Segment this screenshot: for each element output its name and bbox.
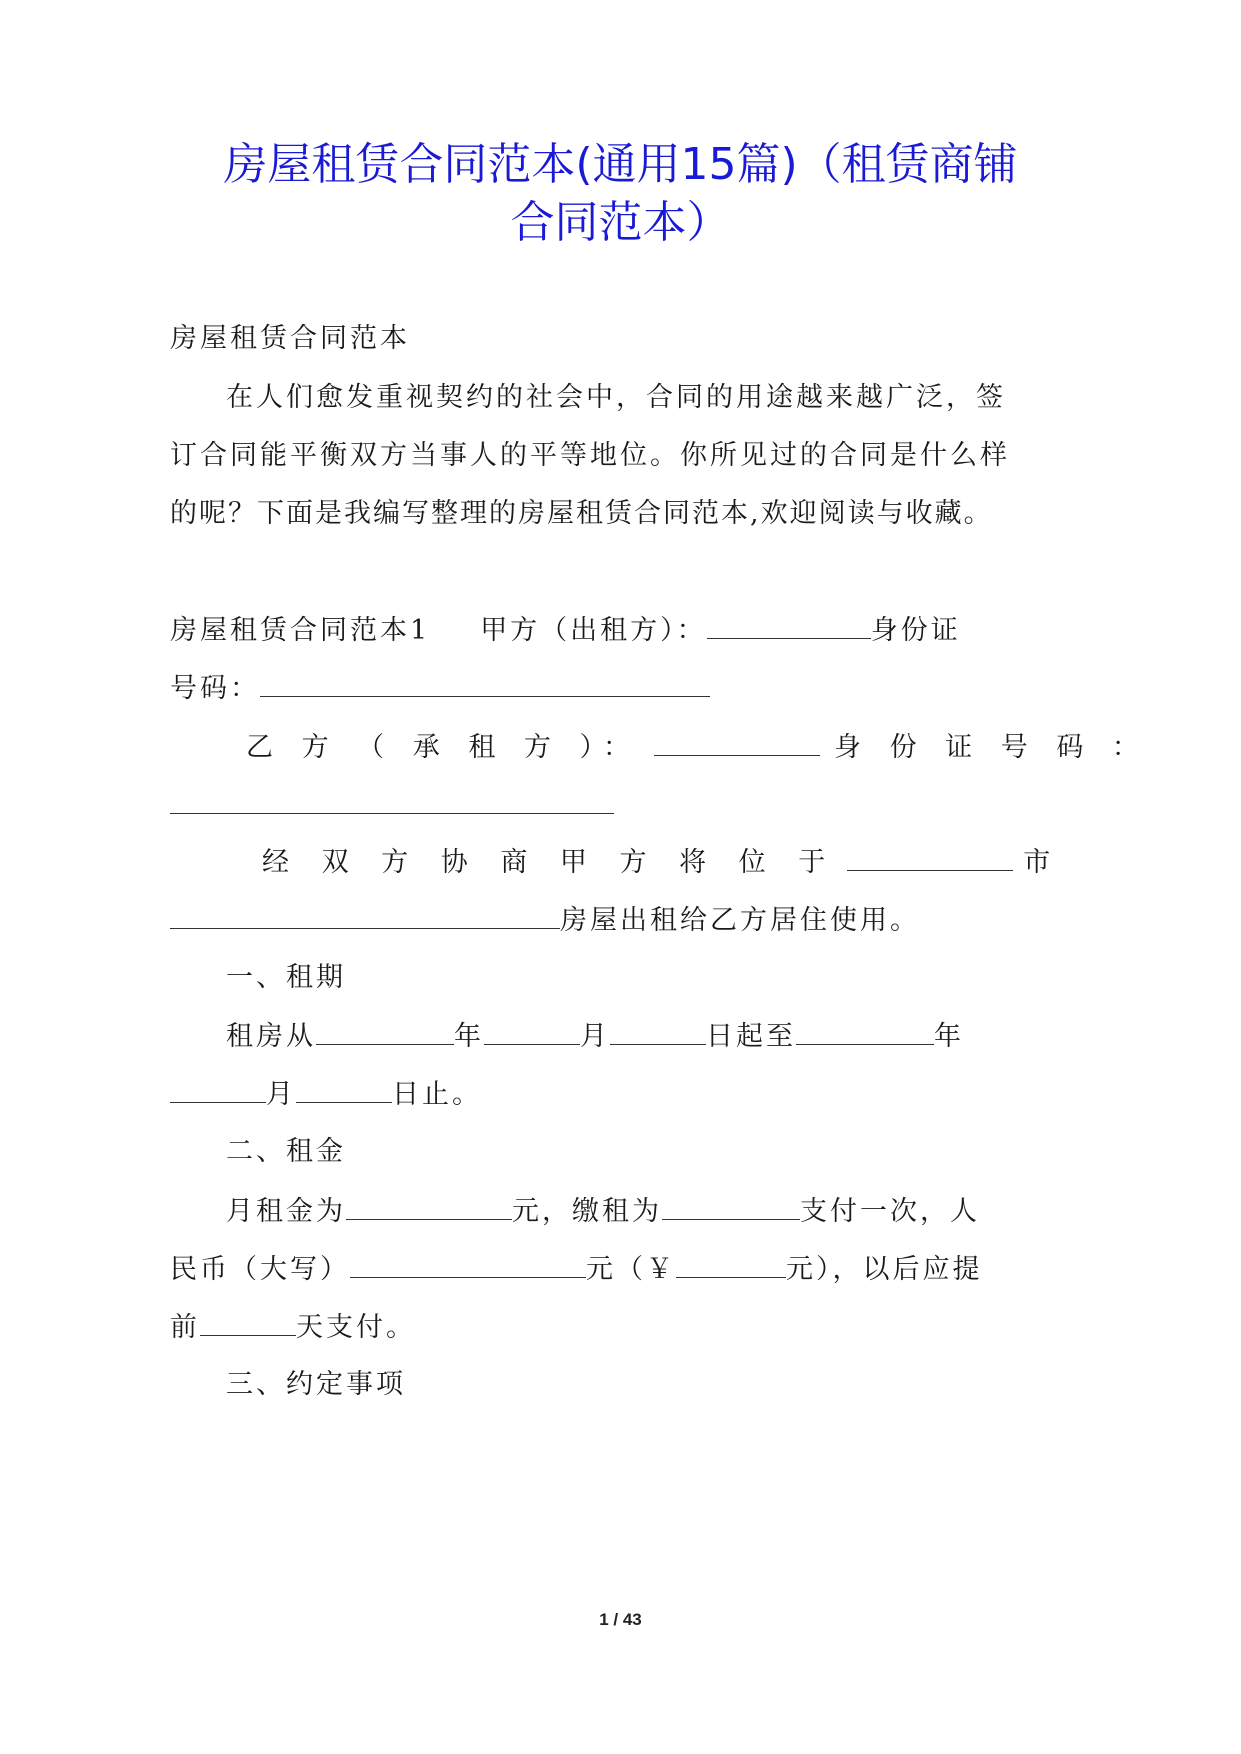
intro-line-1: 在人们愈发重视契约的社会中，合同的用途越来越广泛，签 [226, 382, 1006, 413]
document-title-line-2: 合同范本） [510, 197, 731, 248]
payment-label: 元，缴租为 [512, 1196, 662, 1227]
party-a-id-label-cont: 号码： [170, 673, 260, 704]
year-label: 年 [454, 1021, 484, 1052]
city-label: 市 [1023, 847, 1063, 878]
end-day-blank [296, 1076, 392, 1103]
monthly-rent-blank [346, 1193, 512, 1220]
rent-line-2 [170, 1251, 983, 1288]
month-label: 月 [580, 1021, 610, 1052]
party-a-id-blank [260, 670, 710, 697]
party-a-line [170, 612, 961, 649]
section-2-heading: 二、租金 [226, 1136, 346, 1167]
agreement-tail: 房屋出租给乙方居住使用。 [560, 905, 920, 936]
rent-line-3 [170, 1309, 416, 1346]
intro-line-3: 的呢？下面是我编写整理的房屋租赁合同范本,欢迎阅读与收藏。 [170, 498, 993, 529]
party-b-blank [654, 729, 820, 756]
intro-line-2: 订合同能平衡双方当事人的平等地位。你所见过的合同是什么样 [170, 440, 1010, 471]
advance-label: 元），以后应提 [786, 1254, 983, 1285]
rmb-uppercase-blank [350, 1251, 586, 1278]
days-pay-label: 天支付。 [296, 1312, 416, 1343]
end-year-blank [796, 1018, 934, 1045]
section-heading: 房屋租赁合同范本 [170, 323, 410, 354]
before-label: 前 [170, 1312, 200, 1343]
lease-from-label: 租房从 [226, 1021, 316, 1052]
start-month-blank [484, 1018, 580, 1045]
party-b-id-blank [170, 787, 614, 814]
party-b-label: 乙 方 （ 承 租 方 ）： [246, 732, 640, 763]
end-day-label: 日止。 [392, 1079, 482, 1110]
section-1-heading: 一、租期 [226, 962, 346, 993]
party-a-id-line [170, 670, 710, 707]
document-title-line-1: 房屋租赁合同范本(通用15篇)（租赁商铺 [223, 139, 1018, 190]
party-b-id-label: 身 份 证 号 码 ： [834, 732, 1149, 763]
lease-term-line-1 [226, 1018, 964, 1055]
address-blank [170, 902, 560, 929]
section-3-heading: 三、约定事项 [226, 1369, 406, 1400]
rmb-amount-blank [676, 1251, 786, 1278]
party-a-id-label: 身份证 [870, 615, 961, 646]
rent-line-1 [226, 1193, 980, 1230]
start-year-blank [316, 1018, 454, 1045]
party-b-id-line [170, 787, 614, 824]
start-day-blank [610, 1018, 706, 1045]
monthly-rent-label: 月租金为 [226, 1196, 346, 1227]
rmb-uppercase-label: 民币（大写） [170, 1254, 350, 1285]
page-number: 1 / 43 [599, 1610, 642, 1629]
party-a-label: 甲方（出租方）： [480, 615, 707, 646]
party-b-line [246, 729, 1149, 766]
end-year-label: 年 [934, 1021, 964, 1052]
advance-days-blank [200, 1309, 296, 1336]
agreement-text: 经 双 方 协 商 甲 方 将 位 于 [262, 847, 838, 878]
contract-number-label: 房屋租赁合同范本1 [170, 615, 431, 646]
agreement-line-1 [262, 844, 1062, 881]
end-month-blank [170, 1076, 266, 1103]
party-a-blank [707, 612, 871, 639]
end-month-label: 月 [266, 1079, 296, 1110]
lease-term-line-2 [170, 1076, 482, 1113]
rmb-symbol-label: 元（￥ [586, 1254, 676, 1285]
day-from-label: 日起至 [706, 1021, 796, 1052]
pay-once-label: 支付一次，人 [800, 1196, 980, 1227]
payment-period-blank [662, 1193, 800, 1220]
city-blank [847, 844, 1013, 871]
agreement-line-2 [170, 902, 920, 939]
